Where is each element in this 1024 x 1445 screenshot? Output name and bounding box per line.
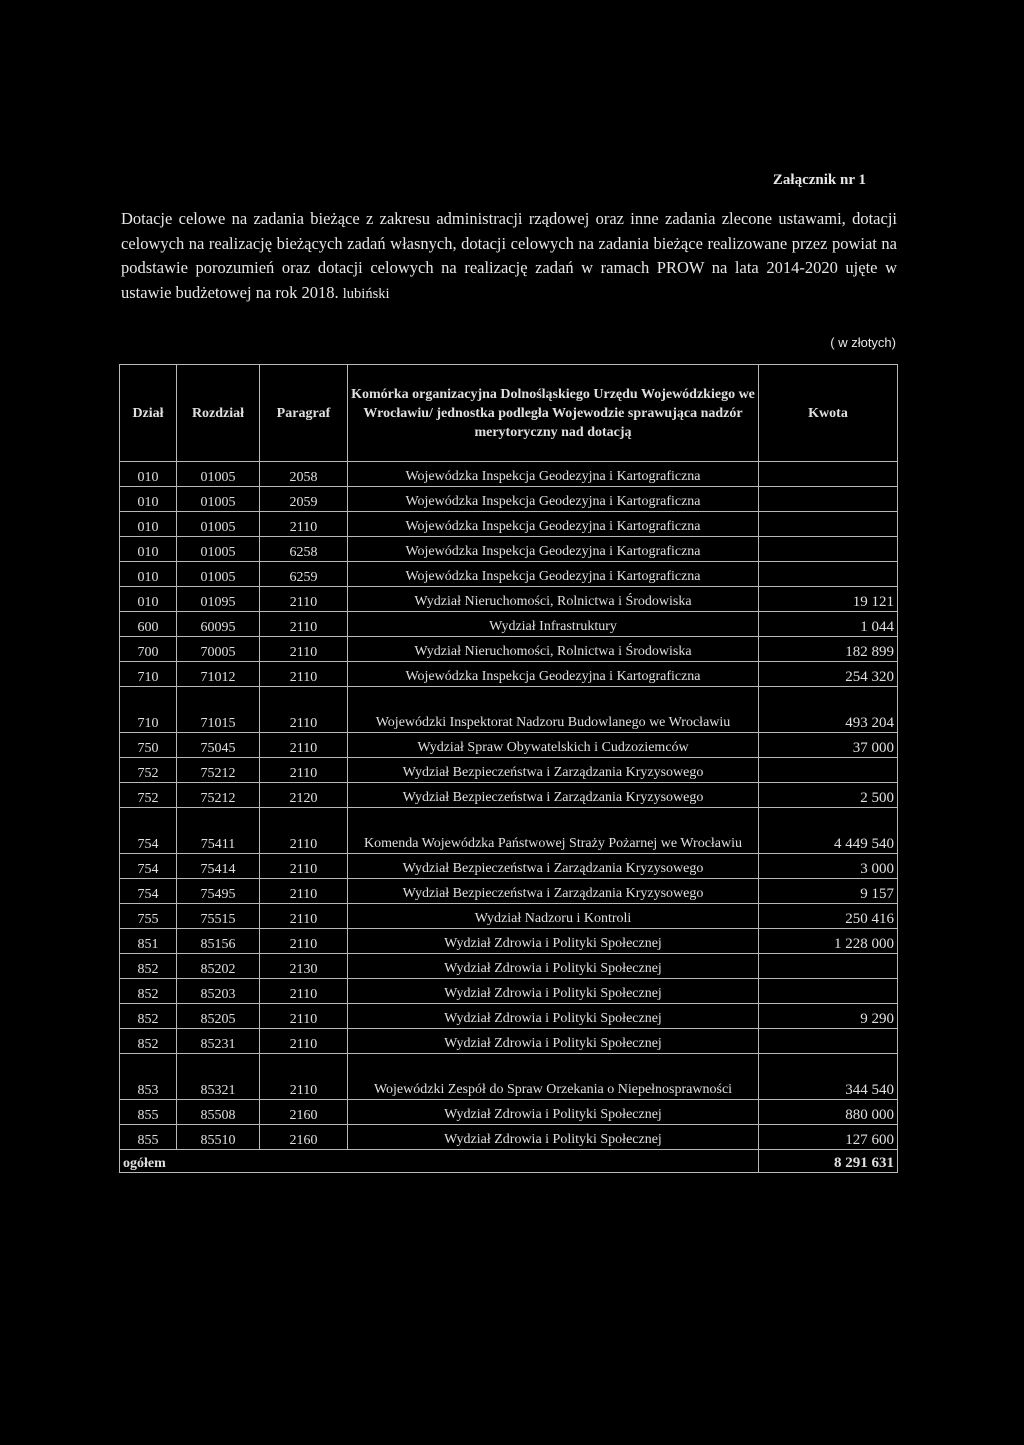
cell-kwota — [759, 462, 898, 487]
cell-komorka: Wydział Zdrowia i Polityki Społecznej — [348, 954, 759, 979]
cell-komorka: Wydział Bezpieczeństwa i Zarządzania Kryzysowego — [348, 879, 759, 904]
cell-paragraf: 2110 — [260, 879, 348, 904]
cell-paragraf: 2110 — [260, 637, 348, 662]
header-rozdzial: Rozdział — [177, 365, 260, 462]
cell-paragraf: 2110 — [260, 612, 348, 637]
cell-paragraf: 2058 — [260, 462, 348, 487]
table-row — [120, 562, 898, 587]
cell-kwota: 182 899 — [759, 637, 898, 662]
cell-kwota: 880 000 — [759, 1100, 898, 1125]
cell-paragraf: 6258 — [260, 537, 348, 562]
cell-dzial: 752 — [120, 783, 177, 808]
cell-komorka: Wydział Zdrowia i Polityki Społecznej — [348, 1100, 759, 1125]
cell-rozdzial: 85231 — [177, 1029, 260, 1054]
cell-komorka: Wydział Zdrowia i Polityki Społecznej — [348, 1029, 759, 1054]
cell-rozdzial: 85205 — [177, 1004, 260, 1029]
cell-paragraf: 2110 — [260, 512, 348, 537]
cell-paragraf: 2110 — [260, 758, 348, 783]
cell-rozdzial: 01005 — [177, 512, 260, 537]
cell-rozdzial: 75515 — [177, 904, 260, 929]
cell-komorka: Wydział Zdrowia i Polityki Społecznej — [348, 929, 759, 954]
cell-dzial: 851 — [120, 929, 177, 954]
cell-paragraf: 2160 — [260, 1100, 348, 1125]
cell-rozdzial: 75212 — [177, 758, 260, 783]
cell-rozdzial: 75212 — [177, 783, 260, 808]
cell-paragraf: 2110 — [260, 904, 348, 929]
cell-rozdzial: 01005 — [177, 562, 260, 587]
cell-dzial: 754 — [120, 854, 177, 879]
table-row — [120, 637, 898, 662]
cell-dzial: 010 — [120, 587, 177, 612]
table-row — [120, 783, 898, 808]
cell-komorka: Wojewódzka Inspekcja Geodezyjna i Kartograficzna — [348, 537, 759, 562]
cell-rozdzial: 01005 — [177, 487, 260, 512]
county-name: lubiński — [342, 285, 390, 302]
cell-paragraf: 2110 — [260, 854, 348, 879]
cell-dzial: 010 — [120, 562, 177, 587]
cell-kwota — [759, 1029, 898, 1054]
table-row — [120, 758, 898, 783]
cell-paragraf: 2110 — [260, 662, 348, 687]
table-row — [120, 904, 898, 929]
table-row — [120, 512, 898, 537]
header-komorka: Komórka organizacyjna Dolnośląskiego Urzędu Wojewódzkiego we Wrocławiu/ jednostka podległa Wojewodzie sprawująca nadzór merytoryczny nad dotacją — [348, 365, 759, 462]
cell-komorka: Wojewódzki Zespół do Spraw Orzekania o Niepełnosprawności — [348, 1054, 759, 1100]
cell-rozdzial: 60095 — [177, 612, 260, 637]
cell-dzial: 855 — [120, 1100, 177, 1125]
cell-dzial: 754 — [120, 879, 177, 904]
cell-komorka: Wydział Bezpieczeństwa i Zarządzania Kryzysowego — [348, 783, 759, 808]
cell-rozdzial: 75411 — [177, 808, 260, 854]
cell-paragraf: 2059 — [260, 487, 348, 512]
table-row — [120, 662, 898, 687]
cell-kwota: 9 157 — [759, 879, 898, 904]
cell-kwota: 37 000 — [759, 733, 898, 758]
cell-komorka: Wydział Bezpieczeństwa i Zarządzania Kryzysowego — [348, 854, 759, 879]
cell-paragraf: 2110 — [260, 733, 348, 758]
cell-dzial: 852 — [120, 979, 177, 1004]
table-row — [120, 954, 898, 979]
cell-komorka: Wydział Nieruchomości, Rolnictwa i Środowiska — [348, 587, 759, 612]
table-row — [120, 1100, 898, 1125]
cell-dzial: 710 — [120, 687, 177, 733]
cell-rozdzial: 85321 — [177, 1054, 260, 1100]
table-row — [120, 1029, 898, 1054]
total-row — [120, 1150, 898, 1173]
cell-kwota: 250 416 — [759, 904, 898, 929]
cell-dzial: 010 — [120, 487, 177, 512]
cell-komorka: Wojewódzki Inspektorat Nadzoru Budowlanego we Wrocławiu — [348, 687, 759, 733]
cell-kwota — [759, 512, 898, 537]
grants-table — [119, 364, 898, 1173]
table-row — [120, 1004, 898, 1029]
cell-dzial: 852 — [120, 1004, 177, 1029]
cell-komorka: Wydział Bezpieczeństwa i Zarządzania Kryzysowego — [348, 758, 759, 783]
cell-paragraf: 2110 — [260, 1004, 348, 1029]
cell-paragraf: 2160 — [260, 1125, 348, 1150]
cell-kwota — [759, 954, 898, 979]
cell-kwota — [759, 979, 898, 1004]
cell-rozdzial: 85510 — [177, 1125, 260, 1150]
cell-rozdzial: 01005 — [177, 462, 260, 487]
cell-komorka: Wydział Nadzoru i Kontroli — [348, 904, 759, 929]
cell-rozdzial: 01095 — [177, 587, 260, 612]
cell-paragraf: 2120 — [260, 783, 348, 808]
cell-dzial: 710 — [120, 662, 177, 687]
cell-paragraf: 2110 — [260, 979, 348, 1004]
header-kwota: Kwota — [759, 365, 898, 462]
cell-kwota: 1 044 — [759, 612, 898, 637]
cell-komorka: Wojewódzka Inspekcja Geodezyjna i Kartograficzna — [348, 562, 759, 587]
cell-paragraf: 2110 — [260, 687, 348, 733]
unit-note: ( w złotych) — [830, 335, 896, 350]
cell-rozdzial: 75414 — [177, 854, 260, 879]
cell-paragraf: 2110 — [260, 587, 348, 612]
cell-dzial: 755 — [120, 904, 177, 929]
cell-komorka: Wojewódzka Inspekcja Geodezyjna i Kartograficzna — [348, 662, 759, 687]
table-row — [120, 1125, 898, 1150]
cell-dzial: 754 — [120, 808, 177, 854]
cell-rozdzial: 85203 — [177, 979, 260, 1004]
cell-rozdzial: 01005 — [177, 537, 260, 562]
cell-dzial: 855 — [120, 1125, 177, 1150]
cell-kwota: 19 121 — [759, 587, 898, 612]
table-row — [120, 487, 898, 512]
cell-paragraf: 2110 — [260, 1054, 348, 1100]
cell-dzial: 853 — [120, 1054, 177, 1100]
cell-kwota — [759, 487, 898, 512]
cell-dzial: 852 — [120, 954, 177, 979]
cell-komorka: Komenda Wojewódzka Państwowej Straży Pożarnej we Wrocławiu — [348, 808, 759, 854]
cell-kwota: 9 290 — [759, 1004, 898, 1029]
cell-kwota: 3 000 — [759, 854, 898, 879]
cell-dzial: 600 — [120, 612, 177, 637]
cell-dzial: 700 — [120, 637, 177, 662]
cell-dzial: 010 — [120, 462, 177, 487]
cell-dzial: 852 — [120, 1029, 177, 1054]
table-row — [120, 537, 898, 562]
cell-komorka: Wydział Zdrowia i Polityki Społecznej — [348, 1125, 759, 1150]
cell-komorka: Wydział Spraw Obywatelskich i Cudzoziemców — [348, 733, 759, 758]
total-amount: 8 291 631 — [759, 1150, 898, 1173]
cell-paragraf: 2110 — [260, 929, 348, 954]
cell-kwota: 254 320 — [759, 662, 898, 687]
cell-dzial: 010 — [120, 512, 177, 537]
cell-dzial: 752 — [120, 758, 177, 783]
intro-text: Dotacje celowe na zadania bieżące z zakresu administracji rządowej oraz inne zadania zlecone ustawami, dotacji celowych na realizację bieżących zadań własnych, dotacji celowych na zadania bieżące realizowane przez powiat na podstawie porozumień oraz dotacji celowych na realizację zadań w ramach PROW na lata 2014-2020 ujęte w ustawie budżetowej na rok 2018. — [121, 209, 897, 302]
header-dzial: Dział — [120, 365, 177, 462]
table-row — [120, 1054, 898, 1100]
cell-dzial: 750 — [120, 733, 177, 758]
table-row — [120, 587, 898, 612]
cell-kwota: 493 204 — [759, 687, 898, 733]
table-row — [120, 687, 898, 733]
cell-kwota: 344 540 — [759, 1054, 898, 1100]
total-label: ogółem — [120, 1150, 759, 1173]
cell-paragraf: 2130 — [260, 954, 348, 979]
cell-kwota — [759, 562, 898, 587]
cell-rozdzial: 85508 — [177, 1100, 260, 1125]
table-header-row — [120, 365, 898, 462]
cell-komorka: Wydział Infrastruktury — [348, 612, 759, 637]
table-row — [120, 612, 898, 637]
cell-komorka: Wydział Zdrowia i Polityki Społecznej — [348, 1004, 759, 1029]
cell-rozdzial: 71012 — [177, 662, 260, 687]
cell-kwota — [759, 758, 898, 783]
table-row — [120, 854, 898, 879]
cell-kwota — [759, 537, 898, 562]
cell-rozdzial: 71015 — [177, 687, 260, 733]
cell-komorka: Wojewódzka Inspekcja Geodezyjna i Kartograficzna — [348, 487, 759, 512]
cell-komorka: Wojewódzka Inspekcja Geodezyjna i Kartograficzna — [348, 462, 759, 487]
cell-komorka: Wydział Zdrowia i Polityki Społecznej — [348, 979, 759, 1004]
table-row — [120, 733, 898, 758]
cell-komorka: Wydział Nieruchomości, Rolnictwa i Środowiska — [348, 637, 759, 662]
cell-rozdzial: 85156 — [177, 929, 260, 954]
table-row — [120, 808, 898, 854]
cell-dzial: 010 — [120, 537, 177, 562]
table-row — [120, 462, 898, 487]
cell-paragraf: 6259 — [260, 562, 348, 587]
cell-rozdzial: 75495 — [177, 879, 260, 904]
table-row — [120, 879, 898, 904]
cell-komorka: Wojewódzka Inspekcja Geodezyjna i Kartograficzna — [348, 512, 759, 537]
attachment-label: Załącznik nr 1 — [772, 172, 866, 188]
cell-kwota: 4 449 540 — [759, 808, 898, 854]
table-row — [120, 979, 898, 1004]
intro-paragraph — [121, 207, 897, 306]
cell-paragraf: 2110 — [260, 1029, 348, 1054]
cell-paragraf: 2110 — [260, 808, 348, 854]
table-row — [120, 929, 898, 954]
cell-rozdzial: 85202 — [177, 954, 260, 979]
header-paragraf: Paragraf — [260, 365, 348, 462]
table-body — [120, 462, 898, 1150]
cell-kwota: 127 600 — [759, 1125, 898, 1150]
cell-kwota: 1 228 000 — [759, 929, 898, 954]
cell-rozdzial: 75045 — [177, 733, 260, 758]
cell-rozdzial: 70005 — [177, 637, 260, 662]
cell-kwota: 2 500 — [759, 783, 898, 808]
